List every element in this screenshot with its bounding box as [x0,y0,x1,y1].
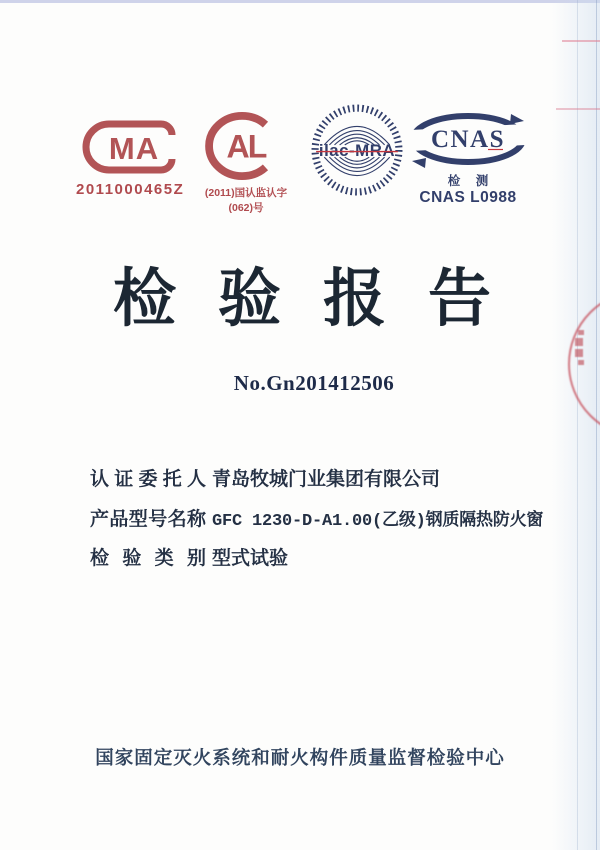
cma-letters: MA [108,131,160,166]
field-label: 检验类别 [90,548,206,569]
scan-edge-line-top [0,0,600,3]
cnas-code: CNAS L0988 [419,189,517,206]
field-label: 产品型号名称 [90,509,206,530]
cma-logo-icon [80,118,180,176]
scan-artifact-line [556,108,600,110]
cnas-category: 检 测 [447,174,495,188]
field-row-inspection-type [90,543,576,570]
field-value: 型式试验 [212,548,289,569]
cal-code: (2011)国认监认字(062)号 [204,187,288,214]
ilac-mra-mark [310,104,404,196]
cma-mark [76,118,184,198]
cal-mark [196,110,296,215]
scan-vertical-line [577,0,578,850]
scan-edge-band-right [552,0,600,850]
field-label: 认证委托人 [90,469,206,490]
issuing-center-name: 国家固定灭火系统和耐火构件质量监督检验中心 [95,747,505,768]
cnas-logo-icon [408,112,528,170]
field-value: GFC 1230-D-A1.00(乙级)钢质隔热防火窗 [212,512,544,531]
cal-letters: AL [226,128,266,165]
field-value: 青岛牧城门业集团有限公司 [212,469,441,490]
ilac-mra-label: ilac-MRA [318,141,396,161]
cal-logo-icon [202,110,290,182]
scan-vertical-line [596,0,597,850]
cma-code: 2011000465Z [76,181,185,198]
field-row-product-model [90,504,576,531]
report-number: No.Gn201412506 [233,371,395,395]
ilac-mra-logo-icon [311,104,403,196]
page-title: 检验报告 [113,264,533,334]
cnas-letters: CNAS [430,126,506,153]
cnas-mark [406,112,530,207]
scan-artifact-line [562,40,600,42]
edge-seal-glyphs [572,330,586,365]
field-row-applicant [90,464,576,491]
